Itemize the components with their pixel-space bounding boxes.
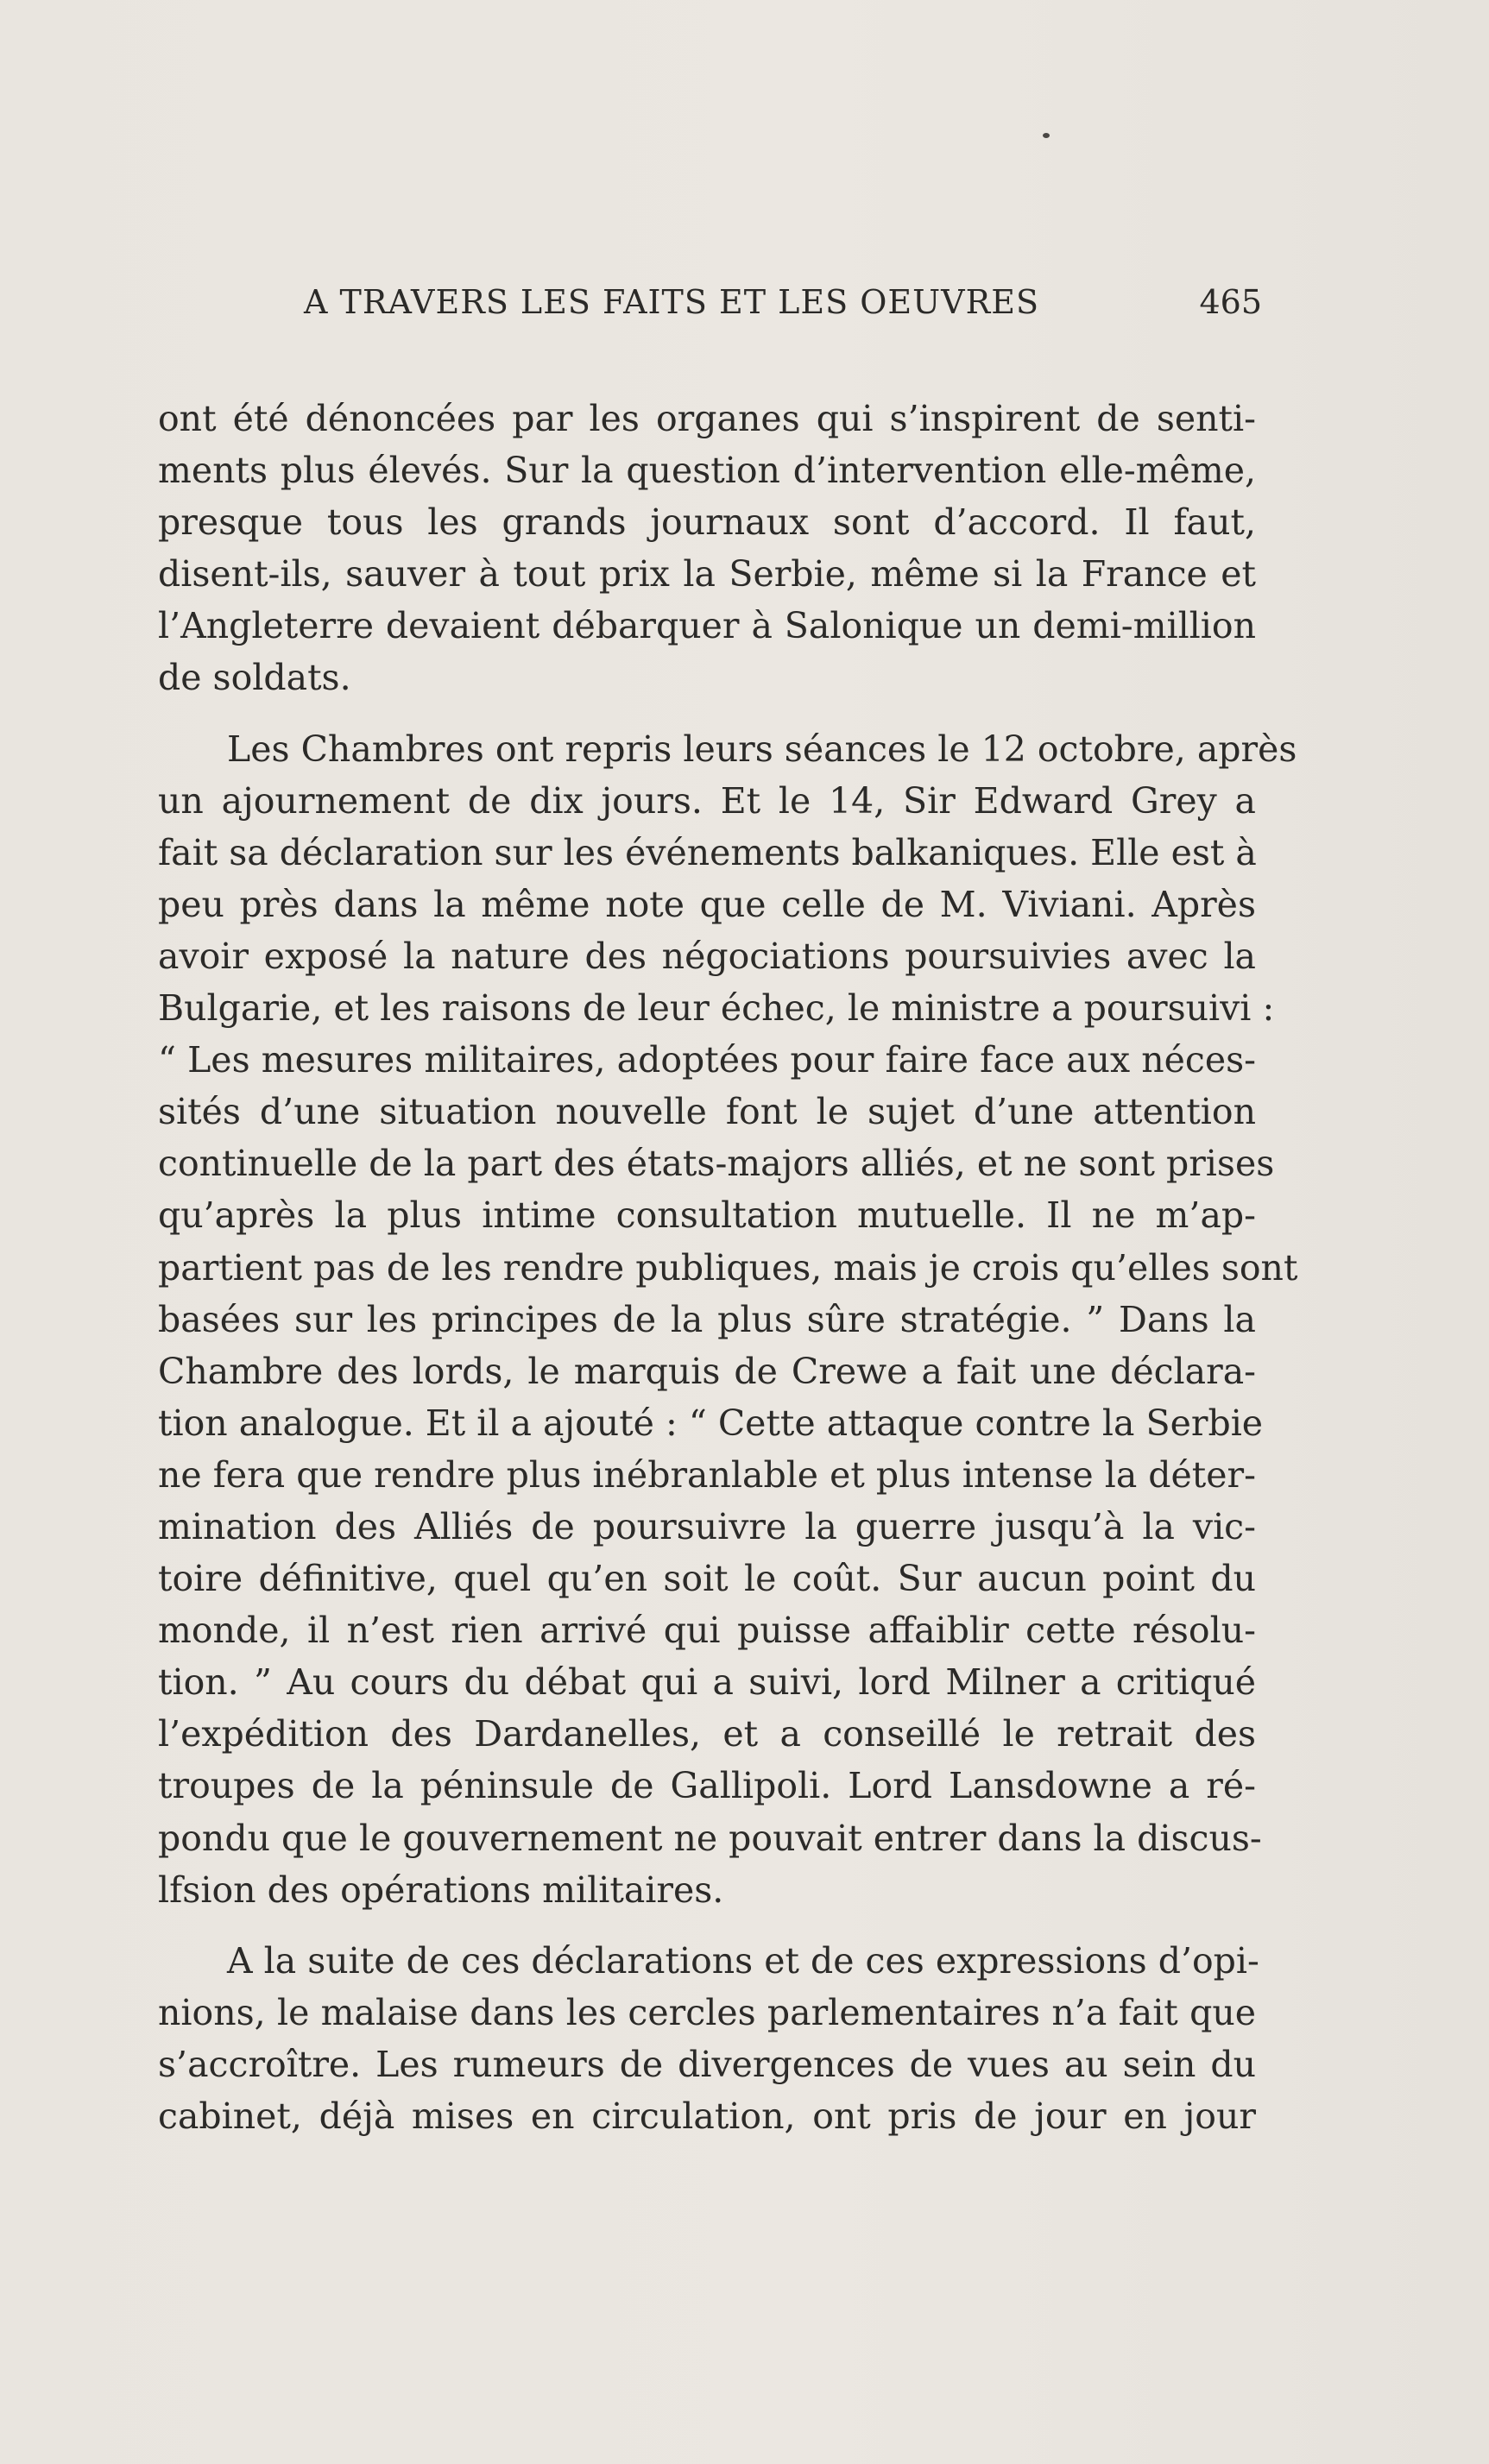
text-line: lfsion des opérations militaires. — [158, 1868, 724, 1911]
text-line: tion analogue. Et il a ajouté : “ Cette attaque contre la Serbie — [158, 1402, 1264, 1444]
body-text — [158, 393, 1298, 2142]
text-line: l’Angleterre devaient débarquer à Salonique un demi-million — [158, 605, 1256, 647]
text-line: basées sur les principes de la plus sûre stratégie. ” Dans la — [158, 1298, 1256, 1340]
ink-spot — [1043, 133, 1050, 138]
text-line: disent-ils, sauver à tout prix la Serbie, même si la France et — [158, 553, 1256, 596]
page-header — [304, 278, 1262, 330]
text-line: ont été dénoncées par les organes qui s’inspirent de senti- — [158, 398, 1256, 439]
text-line: continuelle de la part des états-majors alliés, et ne sont prises — [158, 1143, 1275, 1185]
text-line: mination des Alliés de poursuivre la guerre jusqu’à la vic- — [158, 1505, 1256, 1547]
text-line: “ Les mesures militaires, adoptées pour faire face aux néces- — [158, 1039, 1256, 1081]
text-line: l’expédition des Dardanelles, et a conseillé le retrait des — [158, 1713, 1256, 1755]
text-line: A la suite de ces déclarations et de ces expressions d’opi- — [227, 1939, 1259, 1982]
text-line: monde, il n’est rien arrivé qui puisse affaiblir cette résolu- — [158, 1610, 1256, 1652]
text-line: toire définitive, quel qu’en soit le coût. Sur aucun point du — [158, 1558, 1256, 1600]
text-line: peu près dans la même note que celle de M. Viviani. Après — [158, 883, 1256, 925]
page-number: 465 — [1199, 283, 1262, 321]
text-line: Les Chambres ont repris leurs séances le 12 octobre, après — [227, 728, 1297, 770]
text-line: pondu que le gouvernement ne pouvait entrer dans la discus- — [158, 1817, 1262, 1859]
text-line: Chambre des lords, le marquis de Crewe a fait une déclara- — [158, 1350, 1256, 1392]
text-line: sités d’une situation nouvelle font le sujet d’une attention — [158, 1091, 1256, 1133]
text-line: s’accroître. Les rumeurs de divergences de vues au sein du — [158, 2043, 1256, 2085]
text-line: un ajournement de dix jours. Et le 14, Sir Edward Grey a — [158, 779, 1256, 822]
text-line: Bulgarie, et les raisons de leur échec, le ministre a poursuivi : — [158, 987, 1275, 1030]
text-line: cabinet, déjà mises en circulation, ont pris de jour en jour — [158, 2095, 1256, 2137]
text-line: troupes de la péninsule de Gallipoli. Lord Lansdowne a ré- — [158, 1765, 1256, 1807]
text-line: nions, le malaise dans les cercles parlementaires n’a fait que — [158, 1991, 1256, 2033]
text-line: de soldats. — [158, 657, 351, 699]
text-line: ne fera que rendre plus inébranlable et plus intense la déter- — [158, 1453, 1257, 1496]
text-line: qu’après la plus intime consultation mutuelle. Il ne m’ap- — [158, 1194, 1256, 1237]
text-line: partient pas de les rendre publiques, mais je crois qu’elles sont — [158, 1246, 1298, 1289]
text-line: ments plus élevés. Sur la question d’intervention elle-même, — [158, 450, 1256, 492]
text-line: tion. ” Au cours du débat qui a suivi, lord Milner a critiqué — [158, 1661, 1256, 1704]
running-title: A TRAVERS LES FAITS ET LES OEUVRES — [304, 283, 1039, 321]
text-line: presque tous les grands journaux sont d’accord. Il faut, — [158, 501, 1256, 544]
text-line: fait sa déclaration sur les événements balkaniques. Elle est à — [158, 831, 1257, 873]
text-line: avoir exposé la nature des négociations poursuivies avec la — [158, 935, 1256, 977]
